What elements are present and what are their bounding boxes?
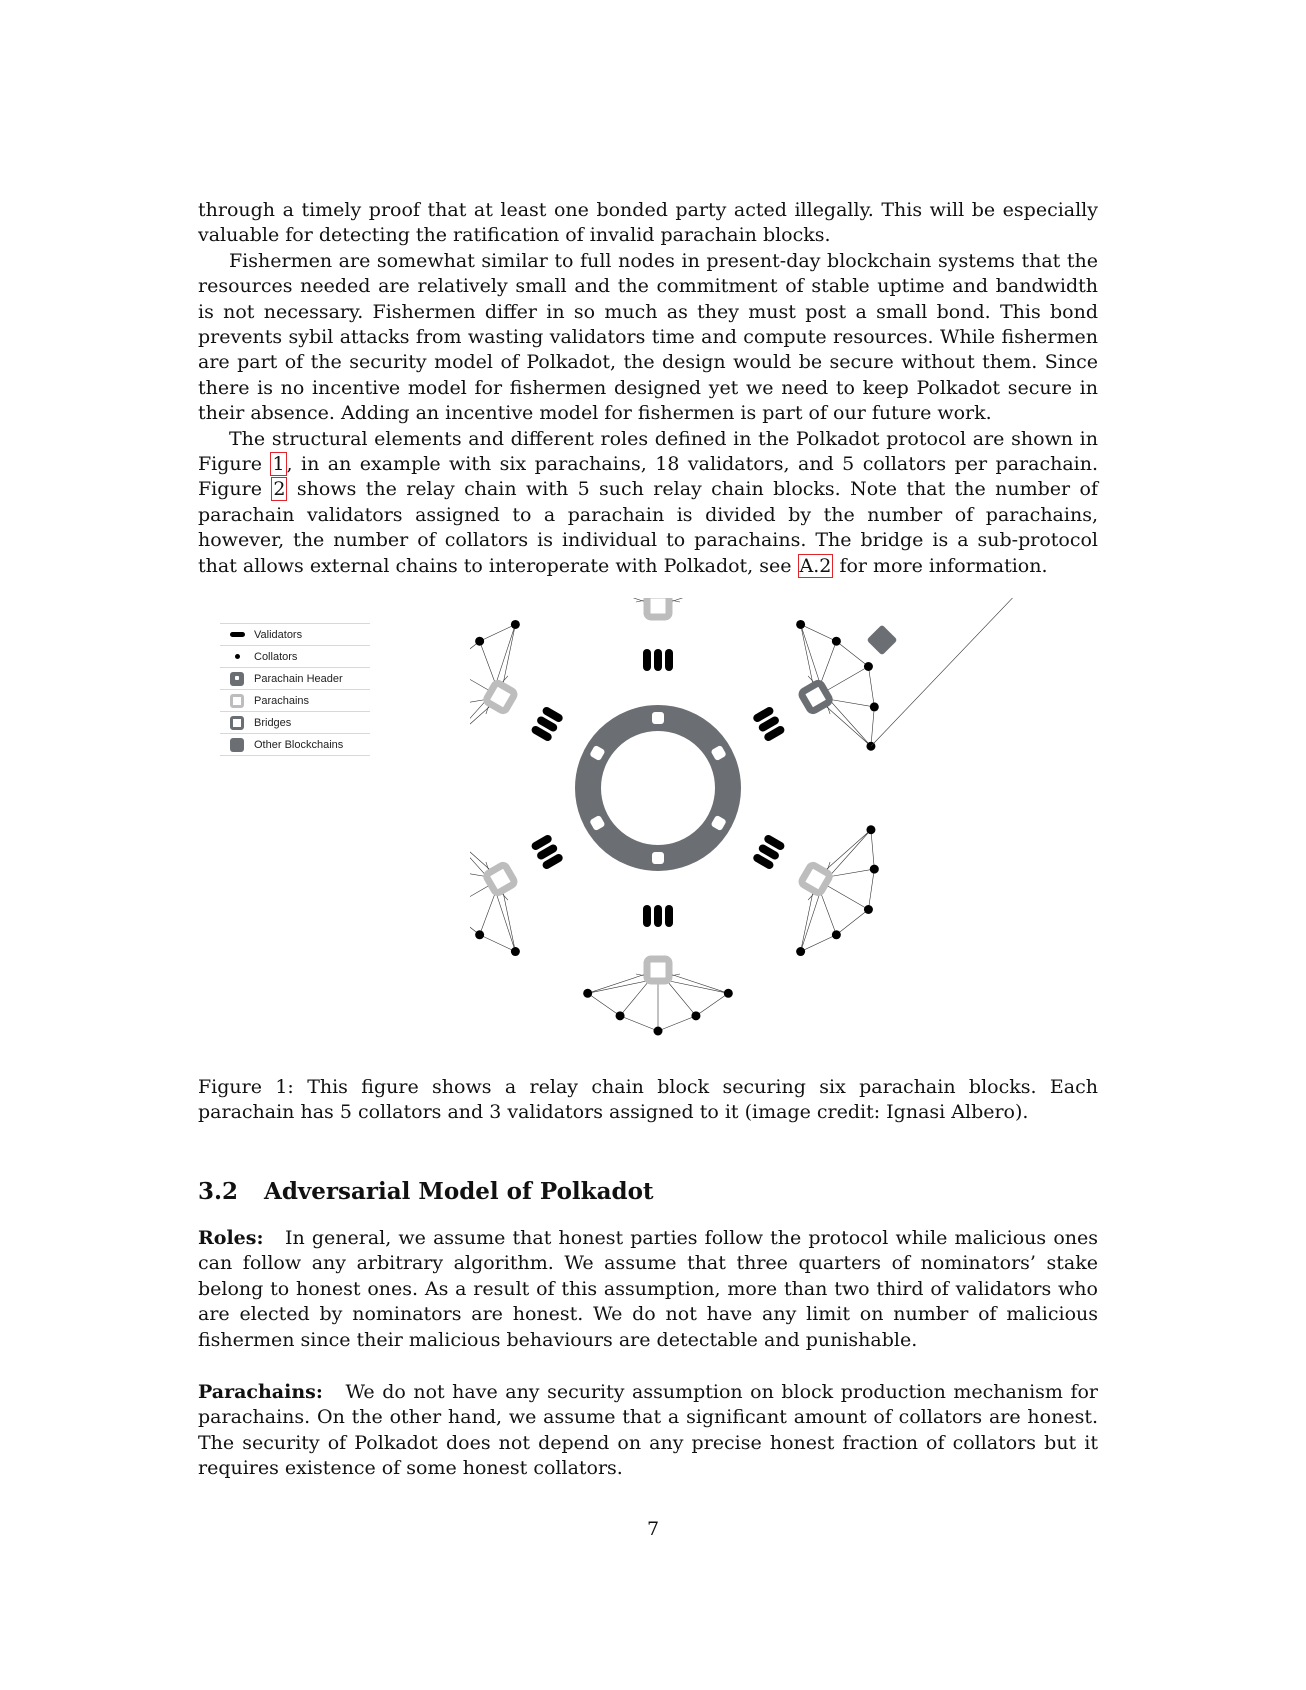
legend-item-parachain-header xyxy=(220,667,370,689)
legend-item-bridges xyxy=(220,711,370,733)
collator-node xyxy=(796,620,805,629)
collator-node xyxy=(475,930,484,939)
parachain-header-slot xyxy=(652,712,664,724)
paragraph: through a timely proof that at least one bonded party acted illegally. This will be especially valuable for detecting the ratification of invalid parachain blocks. xyxy=(198,199,1098,247)
collator-node xyxy=(870,865,879,874)
page-number: 7 xyxy=(646,1518,660,1540)
collator-node xyxy=(616,1011,625,1020)
validator-node xyxy=(643,649,651,671)
body-text xyxy=(198,198,1098,579)
legend-item-parachains xyxy=(220,689,370,711)
figure-1-link[interactable]: 1 xyxy=(272,453,285,476)
bridge-block xyxy=(801,682,831,712)
text-run: for more information. xyxy=(833,554,1048,577)
paragraph-text: In general, we assume that honest parties follow the protocol while malicious ones can follow any arbitrary algorithm. We assume that three quarters of nominators’ stake belong to honest ones. As a result of this assumption, more than two third of validators who are elected by nominators are honest. We do not have any limit on number of malicious fishermen since their malicious behaviours are detectable and punishable. xyxy=(198,1227,1098,1351)
parachain-header-slot xyxy=(652,852,664,864)
parachain-block xyxy=(485,682,515,712)
collator-link xyxy=(871,707,874,746)
collator-node xyxy=(870,702,879,711)
paragraph-label: Parachains: xyxy=(198,1381,323,1403)
figure-2-link[interactable]: 2 xyxy=(273,478,286,501)
validator-node xyxy=(665,649,673,671)
parachain-icon xyxy=(230,694,244,708)
parachains-paragraph xyxy=(198,1380,1098,1482)
collator-node xyxy=(866,825,875,834)
collator-node xyxy=(583,989,592,998)
collator-link xyxy=(480,624,516,641)
figure-caption: Figure 1: This figure shows a relay chain block securing six parachain blocks. Each parachain has 5 collators and 3 validators assigned to it (image credit: Ignasi Albero). xyxy=(198,1076,1098,1124)
collator-link xyxy=(836,910,868,935)
collator-link xyxy=(836,641,868,666)
collator-link xyxy=(588,993,620,1016)
text-run: shows the relay chain with 5 such relay chain blocks. Note that the number of parachain validators assigned to a parachain is divided by the number of parachains, however, the number of collators is individual to parachains. The bridge is a sub-protocol that allows external chains to interoperate with Polkadot, see xyxy=(198,478,1098,577)
parachain-block xyxy=(647,598,669,617)
legend-label: Bridges xyxy=(254,716,292,729)
validator-node xyxy=(665,905,673,927)
legend-label: Collators xyxy=(254,650,298,663)
other-blockchain-block xyxy=(866,624,897,655)
legend-label: Parachains xyxy=(254,694,310,707)
collator-node xyxy=(654,1027,663,1036)
validator-node xyxy=(643,905,651,927)
collator-icon xyxy=(235,654,240,659)
legend-item-collators xyxy=(220,645,370,667)
collator-link xyxy=(480,935,516,952)
collator-node xyxy=(864,905,873,914)
legend-label: Parachain Header xyxy=(254,672,343,685)
collator-node xyxy=(691,1011,700,1020)
validator-node xyxy=(654,649,662,671)
collator-node xyxy=(864,662,873,671)
collator-node xyxy=(832,930,841,939)
collator-link xyxy=(868,869,874,909)
bridge-link xyxy=(871,598,1022,746)
legend-label: Validators xyxy=(254,628,303,641)
other-blockchain-icon xyxy=(230,738,244,752)
appendix-a2-link[interactable]: A.2 xyxy=(799,554,832,577)
bridge-icon xyxy=(230,716,244,730)
legend-item-other-blockchains xyxy=(220,733,370,756)
validator-icon xyxy=(230,632,245,637)
collator-link xyxy=(658,1016,696,1031)
paragraph: Fishermen are somewhat similar to full nodes in present-day blockchain systems that the resources needed are relatively small and the commitment of stable uptime and bandwidth is not necessary. Fishermen differ in so much as they must post a small bond. This bond prevents sybil attacks from wasting validators time and compute resources. While fishermen are part of the security model of Polkadot, the design would be secure without them. Since there is no incentive model for fishermen designed yet we need to keep Polkadot secure in their absence. Adding an incentive model for fishermen is part of our future work. xyxy=(198,249,1098,425)
parachain-header-icon xyxy=(230,672,244,686)
paragraph xyxy=(198,427,1098,579)
parachain-block xyxy=(647,959,669,981)
paragraph-label: Roles: xyxy=(198,1227,264,1249)
collator-node xyxy=(796,947,805,956)
validator-node xyxy=(654,905,662,927)
roles-paragraph xyxy=(198,1226,1098,1353)
collator-link xyxy=(801,624,837,641)
section-heading xyxy=(198,1178,654,1205)
collator-node xyxy=(475,637,484,646)
text-run: The structural elements and different roles defined in the Polkadot protocol are shown in Figure xyxy=(198,427,1098,476)
paragraph-text: We do not have any security assumption on block production mechanism for parachains. On the other hand, we assume that a significant amount of collators are honest. The security of Polkadot does not depend on any precise honest fraction of collators but it requires existence of some honest collators. xyxy=(198,1381,1098,1480)
collator-node xyxy=(511,947,520,956)
collator-node xyxy=(724,989,733,998)
text-run: , in an example with six parachains, 18 validators, and 5 collators per parachain. Figure xyxy=(198,453,1098,501)
legend-label: Other Blockchains xyxy=(254,738,344,751)
collator-link xyxy=(871,830,874,869)
collator-link xyxy=(620,1016,658,1031)
collator-link xyxy=(801,935,837,952)
parachain-block xyxy=(801,864,831,894)
section-number: 3.2 xyxy=(198,1178,239,1205)
relay-chain-diagram xyxy=(470,598,1070,1038)
collator-link xyxy=(868,667,874,707)
figure-legend xyxy=(220,623,370,756)
collator-node xyxy=(511,620,520,629)
relay-chain-ring xyxy=(588,718,728,858)
legend-item-validators xyxy=(220,623,370,645)
section-title: Adversarial Model of Polkadot xyxy=(264,1178,654,1205)
collator-link xyxy=(696,993,728,1016)
collator-node xyxy=(832,637,841,646)
parachain-block xyxy=(485,864,515,894)
